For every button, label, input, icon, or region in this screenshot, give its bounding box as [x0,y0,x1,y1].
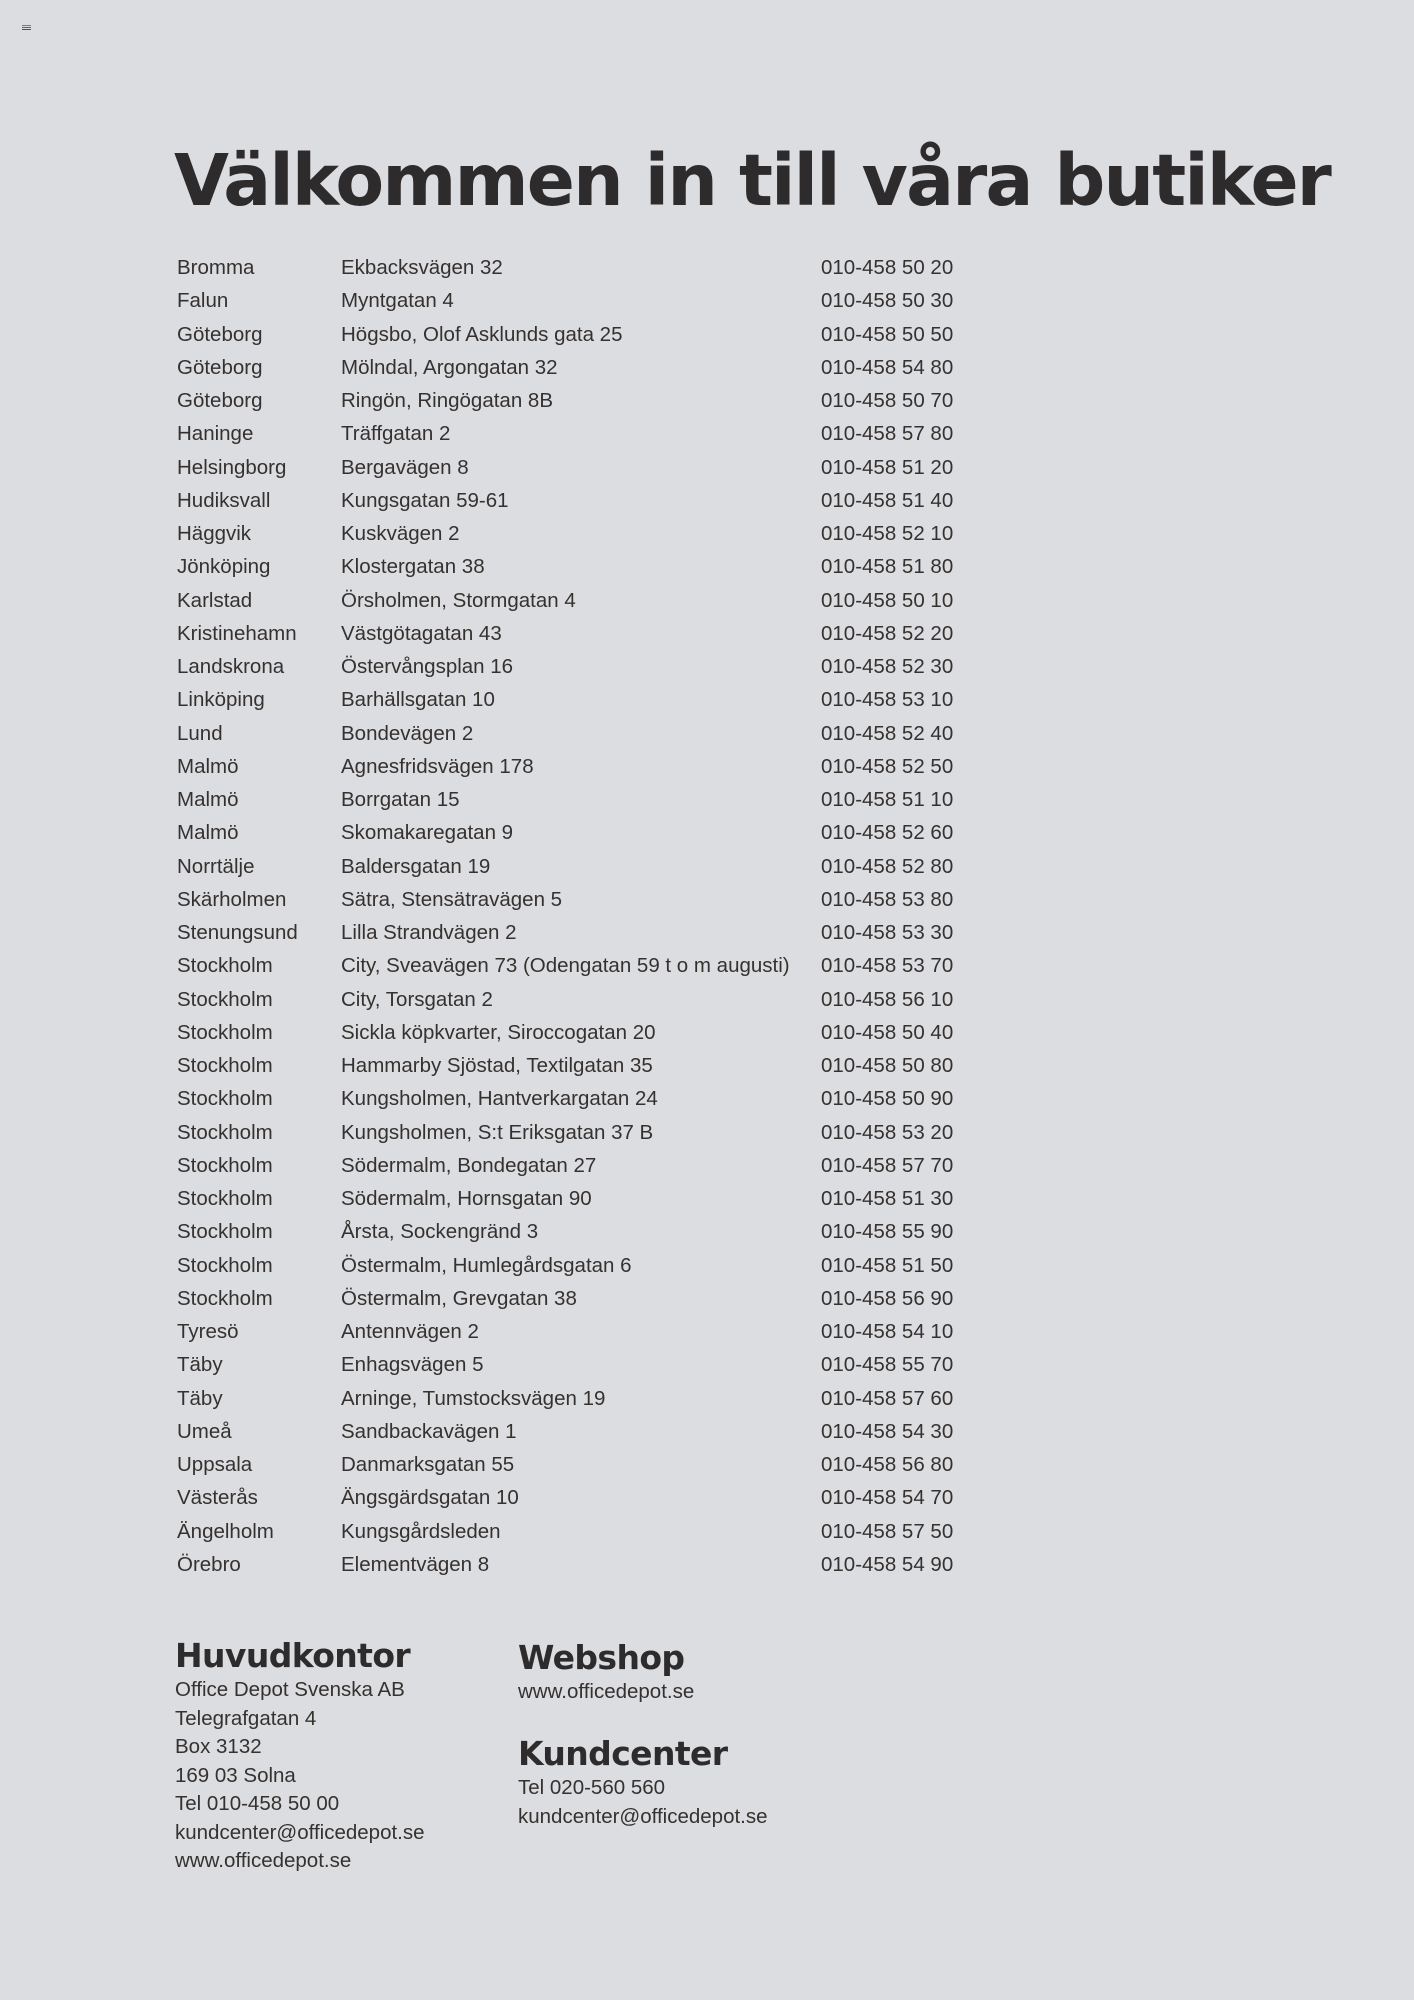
store-address: Kungsgatan 59-61 [341,488,509,512]
store-address: Kungsgårdsleden [341,1519,501,1543]
store-address: City, Sveavägen 73 (Odengatan 59 t o m augusti) [341,954,790,978]
store-row [177,1548,977,1581]
store-address: Östervångsplan 16 [341,655,514,678]
store-phone: 010-458 52 40 [821,721,954,745]
store-phone: 010-458 50 80 [821,1054,954,1077]
store-row [177,1415,977,1448]
store-city: Malmö [177,821,239,845]
head-office-block [175,1636,425,1876]
store-city: Jönköping [177,555,271,579]
store-list-table [177,251,977,1581]
store-city: Skärholmen [177,887,287,911]
store-row [177,717,977,750]
store-phone: 010-458 51 30 [821,1187,954,1210]
head-office-website-link[interactable]: www.officedepot.se [175,1849,352,1872]
store-address: Baldersgatan 19 [341,854,491,878]
store-row [177,1016,977,1049]
store-phone: 010-458 50 90 [821,1087,954,1111]
store-address: Södermalm, Hornsgatan 90 [341,1187,592,1210]
head-office-heading: Huvudkontor [175,1636,411,1675]
store-address: Mölndal, Argongatan 32 [341,355,558,379]
store-phone: 010-458 52 20 [821,621,954,645]
store-row [177,517,977,550]
store-address: Högsbo, Olof Asklunds gata 25 [341,322,623,346]
store-address: Danmarksgatan 55 [341,1453,515,1476]
store-row [177,883,977,916]
head-office-email-link[interactable]: kundcenter@officedepot.se [175,1820,425,1844]
store-phone: 010-458 52 30 [821,655,954,678]
store-address: Västgötagatan 43 [341,621,502,645]
store-address: Myntgatan 4 [341,289,454,313]
store-city: Malmö [177,754,239,778]
store-phone: 010-458 50 50 [821,322,954,346]
store-address: Träffgatan 2 [341,422,451,446]
store-address: Skomakaregatan 9 [341,821,514,845]
head-office-company: Office Depot Svenska AB [175,1678,405,1701]
store-city: Bromma [177,256,255,279]
store-address: Antennvägen 2 [341,1320,479,1343]
store-address: Örsholmen, Stormgatan 4 [341,588,576,612]
store-address: Enhagsvägen 5 [341,1353,484,1377]
store-row [177,1082,977,1115]
store-phone: 010-458 53 20 [821,1120,954,1144]
store-phone: 010-458 52 50 [821,754,954,778]
head-office-postal: 169 03 Solna [175,1763,296,1787]
store-row [177,1249,977,1282]
store-city: Stockholm [177,954,273,978]
store-city: Stockholm [177,1120,273,1144]
head-office-street: Telegrafgatan 4 [175,1706,317,1730]
store-row [177,650,977,683]
store-row [177,1215,977,1248]
store-row [177,617,977,650]
store-city: Stockholm [177,1087,273,1111]
store-address: Sickla köpkvarter, Siroccogatan 20 [341,1020,656,1044]
store-phone: 010-458 57 70 [821,1153,954,1177]
store-row [177,550,977,583]
store-row [177,1515,977,1548]
store-phone: 010-458 51 20 [821,455,954,479]
webshop-link[interactable]: www.officedepot.se [518,1680,695,1703]
store-row [177,1448,977,1481]
store-row [177,850,977,883]
store-phone: 010-458 56 80 [821,1453,954,1476]
store-row [177,783,977,816]
store-phone: 010-458 50 40 [821,1020,954,1044]
store-city: Malmö [177,788,239,811]
store-row [177,1382,977,1415]
store-city: Västerås [177,1486,258,1510]
store-city: Stockholm [177,1253,273,1277]
store-row [177,1315,977,1348]
store-phone: 010-458 52 80 [821,854,954,878]
customer-center-heading: Kundcenter [518,1734,728,1773]
store-city: Örebro [177,1552,241,1576]
store-address: Sandbackavägen 1 [341,1419,517,1443]
store-phone: 010-458 57 80 [821,422,954,446]
store-city: Ängelholm [177,1519,274,1543]
store-city: Göteborg [177,389,263,412]
store-phone: 010-458 57 60 [821,1386,954,1410]
store-city: Haninge [177,422,254,446]
store-row [177,983,977,1016]
store-city: Häggvik [177,522,252,545]
store-phone: 010-458 55 90 [821,1220,954,1244]
store-city: Falun [177,289,229,313]
store-city: Kristinehamn [177,621,297,645]
customer-center-phone: Tel 020-560 560 [518,1776,666,1799]
store-address: Östermalm, Grevgatan 38 [341,1286,577,1310]
store-city: Stockholm [177,1286,273,1310]
head-office-box: Box 3132 [175,1735,262,1758]
store-phone: 010-458 50 30 [821,289,954,313]
store-city: Helsingborg [177,455,287,479]
store-city: Göteborg [177,355,263,379]
store-address: Borrgatan 15 [341,788,460,811]
store-city: Umeå [177,1419,232,1443]
store-phone: 010-458 51 50 [821,1253,954,1277]
store-city: Stockholm [177,1187,273,1210]
store-address: Arninge, Tumstocksvägen 19 [341,1386,606,1410]
store-city: Stockholm [177,1220,273,1244]
store-phone: 010-458 54 30 [821,1419,954,1443]
store-city: Uppsala [177,1453,253,1476]
store-city: Landskrona [177,655,285,678]
store-phone: 010-458 51 40 [821,488,954,512]
store-address: City, Torsgatan 2 [341,987,493,1011]
store-city: Norrtälje [177,854,255,878]
store-address: Bergavägen 8 [341,455,469,479]
store-address: Kuskvägen 2 [341,522,460,545]
store-city: Stockholm [177,1153,273,1177]
store-row [177,1481,977,1514]
store-row [177,1049,977,1082]
store-row [177,1116,977,1149]
store-row [177,351,977,384]
store-city: Linköping [177,688,265,712]
store-row [177,1182,977,1215]
store-address: Sätra, Stensätravägen 5 [341,887,563,911]
store-address: Klostergatan 38 [341,555,485,579]
store-phone: 010-458 50 70 [821,389,954,412]
store-city: Tyresö [177,1320,239,1343]
store-city: Täby [177,1386,223,1410]
store-city: Stockholm [177,1020,273,1044]
store-address: Elementvägen 8 [341,1552,490,1576]
webshop-heading: Webshop [518,1638,685,1677]
store-row [177,1348,977,1381]
store-phone: 010-458 54 80 [821,355,954,379]
store-city: Lund [177,721,223,745]
store-row [177,1149,977,1182]
store-row [177,284,977,317]
store-row [177,816,977,849]
store-phone: 010-458 54 70 [821,1486,954,1510]
store-phone: 010-458 53 30 [821,921,954,944]
store-row [177,916,977,949]
store-phone: 010-458 55 70 [821,1353,954,1377]
store-row [177,683,977,716]
store-city: Stenungsund [177,921,298,944]
store-address: Lilla Strandvägen 2 [341,921,517,944]
store-phone: 010-458 50 10 [821,588,954,612]
store-address: Ekbacksvägen 32 [341,256,503,279]
store-row [177,451,977,484]
head-office-phone: Tel 010-458 50 00 [175,1792,340,1815]
store-phone: 010-458 52 60 [821,821,954,845]
store-city: Täby [177,1353,223,1377]
store-city: Karlstad [177,588,253,612]
store-phone: 010-458 57 50 [821,1519,954,1543]
store-row [177,750,977,783]
page-title: Välkommen in till våra butiker [174,139,1331,222]
store-city: Göteborg [177,322,263,346]
store-phone: 010-458 53 70 [821,954,954,978]
store-city: Stockholm [177,987,273,1011]
store-phone: 010-458 52 10 [821,522,954,545]
customer-center-email-link[interactable]: kundcenter@officedepot.se [518,1804,768,1828]
webshop-block [518,1638,694,1707]
store-address: Kungsholmen, S:t Eriksgatan 37 B [341,1120,654,1144]
store-row [177,584,977,617]
store-phone: 010-458 56 90 [821,1286,954,1310]
store-phone: 010-458 54 10 [821,1320,954,1343]
store-phone: 010-458 56 10 [821,987,954,1011]
store-address: Hammarby Sjöstad, Textilgatan 35 [341,1054,653,1077]
store-address: Agnesfridsvägen 178 [341,754,534,778]
store-address: Kungsholmen, Hantverkargatan 24 [341,1087,658,1111]
store-city: Stockholm [177,1054,273,1077]
store-row [177,484,977,517]
store-row [177,251,977,284]
store-row [177,949,977,982]
store-phone: 010-458 54 90 [821,1552,954,1576]
store-row [177,417,977,450]
store-row [177,384,977,417]
store-city: Hudiksvall [177,488,271,512]
customer-center-block [518,1734,768,1831]
store-address: Ängsgärdsgatan 10 [341,1486,519,1510]
store-address: Ringön, Ringögatan 8B [341,389,553,412]
store-address: Bondevägen 2 [341,721,474,745]
store-address: Östermalm, Humlegårdsgatan 6 [341,1253,632,1277]
store-phone: 010-458 53 10 [821,688,954,712]
store-address: Barhällsgatan 10 [341,688,495,712]
store-row [177,318,977,351]
store-row [177,1282,977,1315]
store-phone: 010-458 53 80 [821,887,954,911]
store-address: Årsta, Sockengränd 3 [341,1220,539,1244]
store-phone: 010-458 51 80 [821,555,954,579]
store-phone: 010-458 50 20 [821,256,954,279]
store-address: Södermalm, Bondegatan 27 [341,1153,597,1177]
corner-flag-mark [22,25,31,31]
store-phone: 010-458 51 10 [821,788,954,811]
